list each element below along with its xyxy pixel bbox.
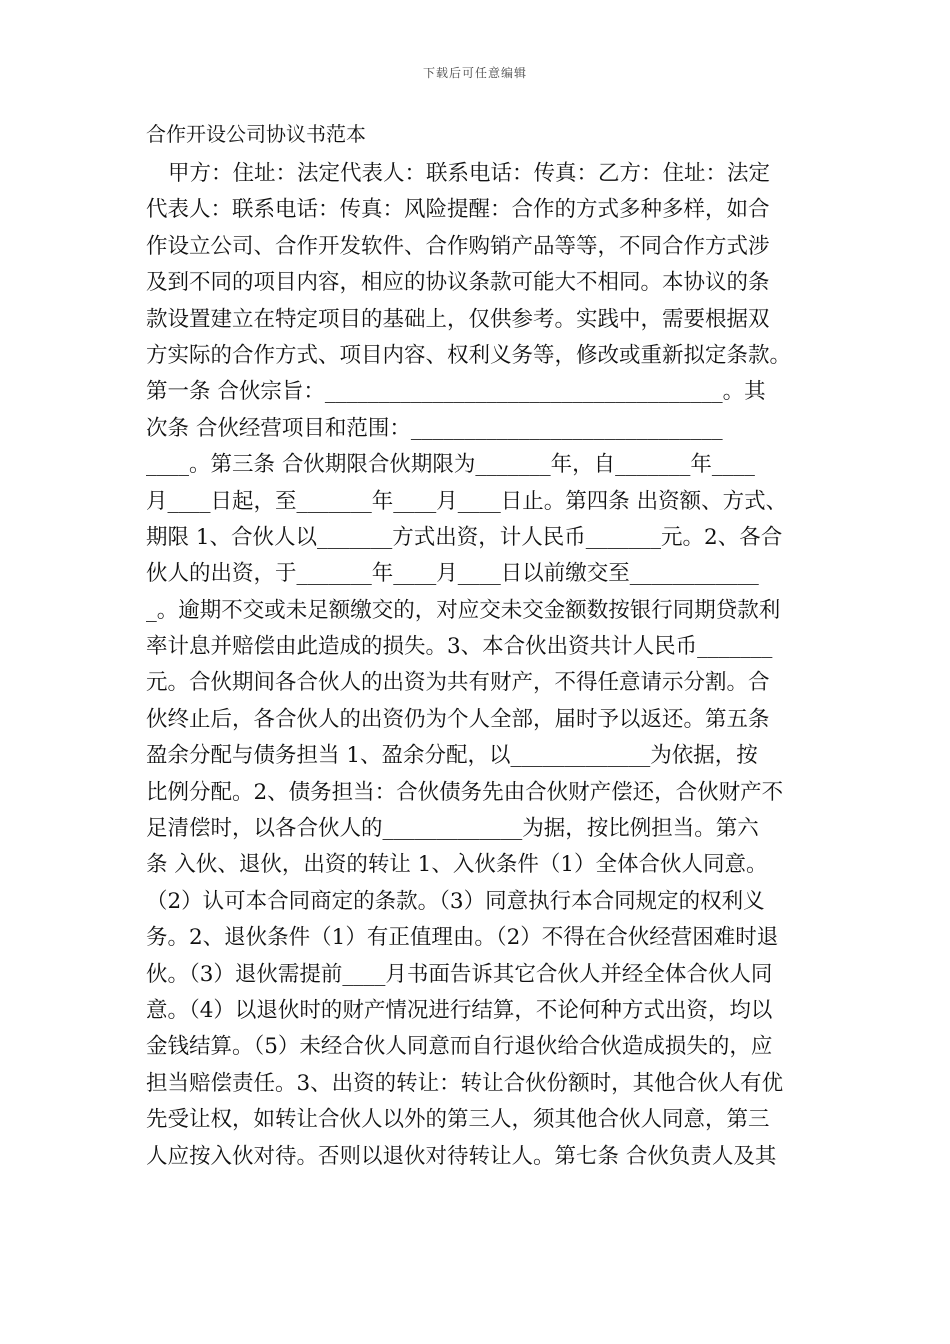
body-line: 及到不同的项目内容，相应的协议条款可能大不相同。本协议的条 [146, 270, 770, 296]
body-line: （2）认可本合同商定的条款。（3）同意执行本合同规定的权利义 [146, 888, 765, 914]
body-line: 务。2、退伙条件（1）有正值理由。（2）不得在合伙经营困难时退 [146, 925, 779, 951]
body-line: 伙。（3）退伙需提前____月书面告诉其它合伙人并经全体合伙人同 [146, 961, 773, 987]
body-line: 第一条 合伙宗旨：_____________________________________。其 [146, 379, 766, 405]
body-line: 次条 合伙经营项目和范围：_____________________________ [146, 415, 723, 441]
body-line: 元。合伙期间各合伙人的出资为共有财产，不得任意请示分割。合 [146, 670, 770, 696]
body-line: _。逾期不交或未足额缴交的，对应交未交金额数按银行同期贷款利 [146, 597, 781, 623]
page-header: 下载后可任意编辑 [422, 66, 527, 80]
body-line: 人应按入伙对待。否则以退伙对待转让人。第七条 合伙负责人及其 [146, 1143, 777, 1169]
body-line: 率计息并赔偿由此造成的损失。3、本合伙出资共计人民币_______ [146, 634, 773, 660]
body-line: 甲方：住址：法定代表人：联系电话：传真：乙方：住址：法定 [168, 161, 771, 186]
body-line: 款设置建立在特定项目的基础上，仅供参考。实践中，需要根据双 [146, 306, 770, 332]
body-line: 伙人的出资，于_______年____月____日以前缴交至____________ [146, 561, 759, 587]
body-line: ____。第三条 合伙期限合伙期限为_______年，自_______年____ [146, 452, 755, 478]
body-line: 代表人：联系电话：传真：风险提醒：合作的方式多种多样，如合 [146, 197, 770, 223]
body-line: 盈余分配与债务担当 1、盈余分配，以_____________为依据，按 [146, 743, 758, 769]
body-line: 担当赔偿责任。3、出资的转让：转让合伙份额时，其他合伙人有优 [146, 1070, 784, 1096]
body-line: 先受让权，如转让合伙人以外的第三人，须其他合伙人同意，第三 [146, 1107, 770, 1133]
body-line: 比例分配。2、债务担当：合伙债务先由合伙财产偿还，合伙财产不 [146, 779, 784, 805]
body-line: 金钱结算。（5）未经合伙人同意而自行退伙给合伙造成损失的，应 [146, 1034, 773, 1060]
body-line: 作设立公司、合作开发软件、合作购销产品等等，不同合作方式涉 [146, 233, 770, 259]
body-line: 伙终止后，各合伙人的出资仍为个人全部，届时予以返还。第五条 [146, 706, 770, 732]
document-title: 合作开设公司协议书范本 [146, 122, 366, 146]
body-line: 期限 1、合伙人以_______方式出资，计人民币_______元。2、各合 [146, 524, 783, 550]
body-line: 意。（4）以退伙时的财产情况进行结算，不论何种方式出资，均以 [146, 997, 773, 1023]
body-line: 条 入伙、退伙，出资的转让 1、入伙条件（1）全体合伙人同意。 [146, 852, 768, 878]
body-line: 月____日起，至_______年____月____日止。第四条 出资额、方式、 [146, 488, 788, 514]
body-line: 足清偿时，以各合伙人的_____________为据，按比例担当。第六 [146, 816, 759, 842]
document-body [146, 156, 826, 1175]
body-line: 方实际的合作方式、项目内容、权利义务等，修改或重新拟定条款。 [146, 342, 792, 368]
